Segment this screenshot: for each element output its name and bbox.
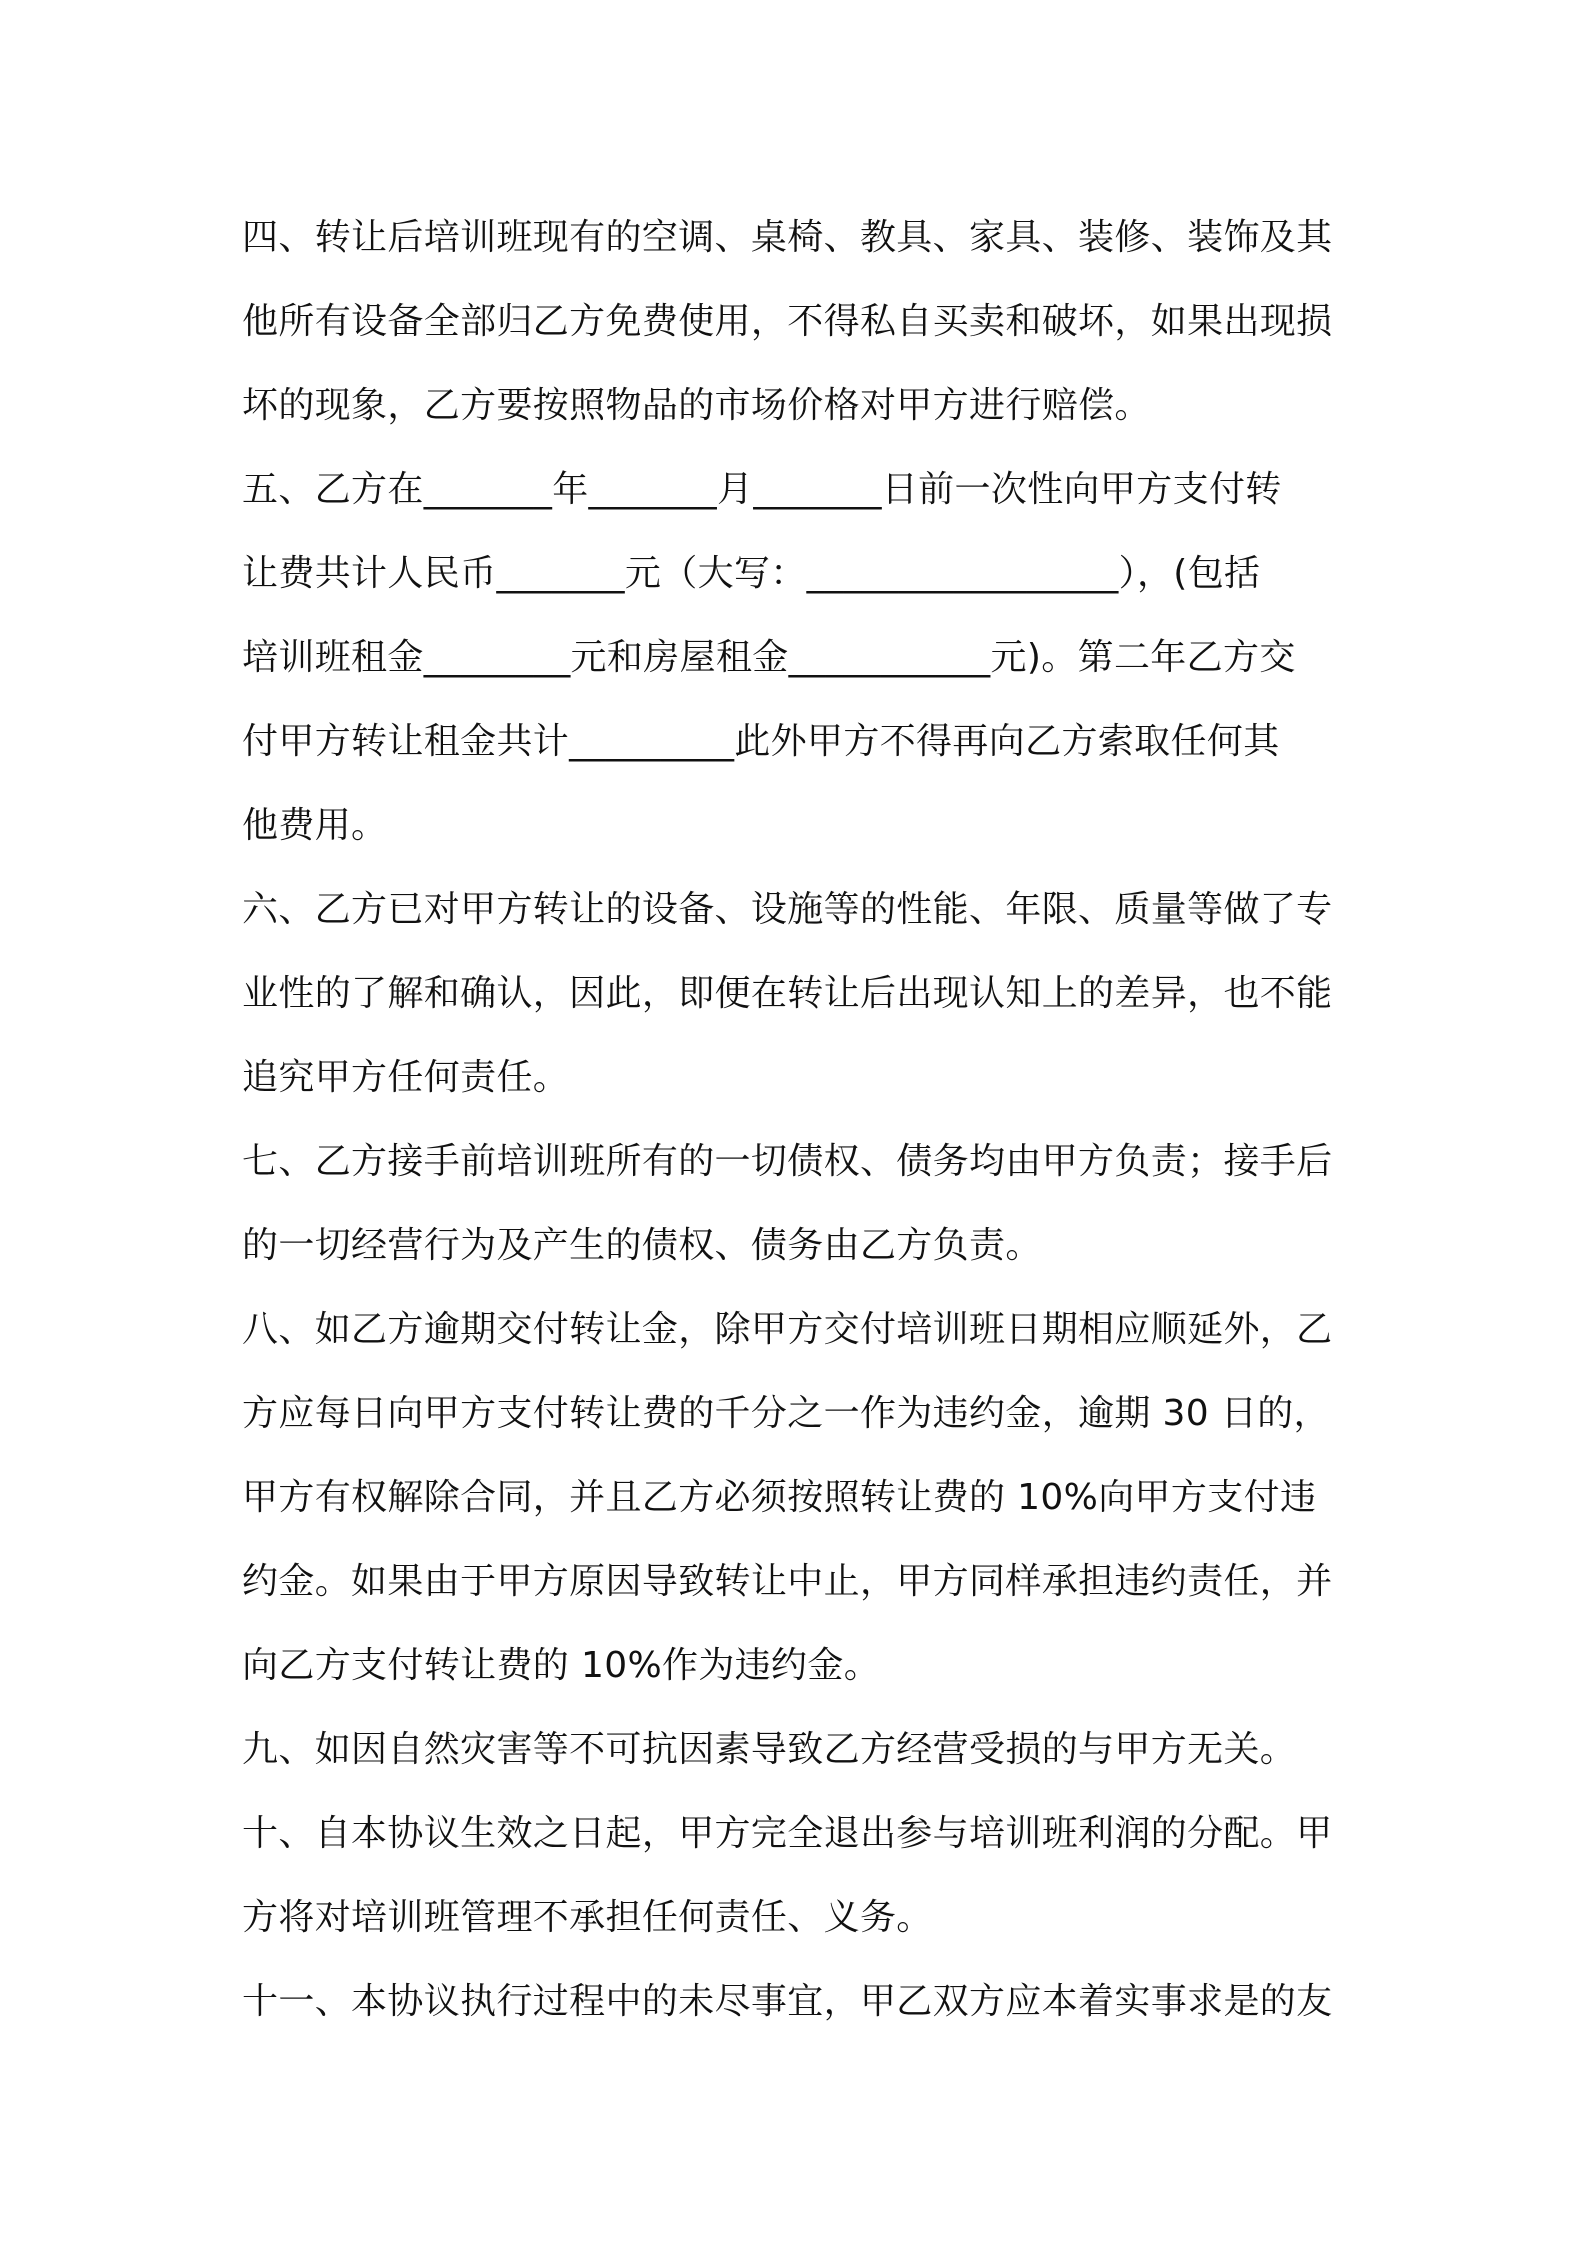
text-line: 四、转让后培训班现有的空调、桌椅、教具、家具、装修、装饰及其 xyxy=(242,217,1333,258)
text-line: 五、乙方在_______年_______月_______日前一次性向甲方支付转 xyxy=(242,469,1282,510)
text-line: 六、乙方已对甲方转让的设备、设施等的性能、年限、质量等做了专 xyxy=(242,889,1333,930)
text-line: 十一、本协议执行过程中的未尽事宜，甲乙双方应本着实事求是的友 xyxy=(242,1981,1333,2022)
text-line: 的一切经营行为及产生的债权、债务由乙方负责。 xyxy=(242,1225,1042,1266)
text-line: 甲方有权解除合同，并且乙方必须按照转让费的 10%向甲方支付违 xyxy=(242,1477,1317,1518)
text-line: 让费共计人民币_______元（大写：_________________），(包括 xyxy=(242,553,1261,594)
text-line: 约金。如果由于甲方原因导致转让中止，甲方同样承担违约责任，并 xyxy=(242,1561,1333,1602)
document-body xyxy=(242,196,1362,2044)
text-line: 业性的了解和确认，因此，即便在转让后出现认知上的差异，也不能 xyxy=(242,973,1333,1014)
text-line: 八、如乙方逾期交付转让金，除甲方交付培训班日期相应顺延外，乙 xyxy=(242,1309,1333,1350)
text-line: 方应每日向甲方支付转让费的千分之一作为违约金，逾期 30 日的， xyxy=(242,1393,1330,1434)
text-line: 追究甲方任何责任。 xyxy=(242,1057,570,1098)
text-line: 方将对培训班管理不承担任何责任、义务。 xyxy=(242,1897,933,1938)
text-line: 九、如因自然灾害等不可抗因素导致乙方经营受损的与甲方无关。 xyxy=(242,1729,1297,1770)
text-line: 他所有设备全部归乙方免费使用，不得私自买卖和破坏，如果出现损 xyxy=(242,301,1333,342)
text-line: 十、自本协议生效之日起，甲方完全退出参与培训班利润的分配。甲 xyxy=(242,1813,1333,1854)
text-line: 付甲方转让租金共计_________此外甲方不得再向乙方索取任何其 xyxy=(242,721,1280,762)
text-line: 培训班租金________元和房屋租金___________元)。第二年乙方交 xyxy=(242,637,1296,678)
text-line: 坏的现象，乙方要按照物品的市场价格对甲方进行赔偿。 xyxy=(242,385,1151,426)
text-line: 他费用。 xyxy=(242,805,388,846)
text-line: 向乙方支付转让费的 10%作为违约金。 xyxy=(242,1645,881,1686)
text-line: 七、乙方接手前培训班所有的一切债权、债务均由甲方负责；接手后 xyxy=(242,1141,1333,1182)
